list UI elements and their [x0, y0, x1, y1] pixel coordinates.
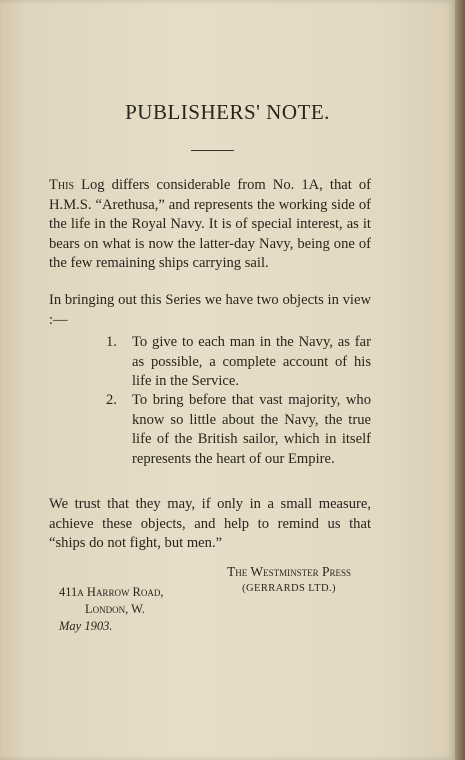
title-divider [191, 150, 234, 151]
page-title: PUBLISHERS' NOTE. [125, 100, 330, 124]
paragraph-3: We trust that they may, if only in a small measure, achieve these objects, and help to remind us that “ships do not fight, but men.” [49, 496, 371, 552]
address-line-2: London, W. [85, 602, 145, 616]
paragraph-2: In bringing out this Series we have two objects in view :— [49, 292, 371, 328]
publisher-block [207, 563, 371, 597]
address-date: May 1903. [59, 619, 113, 633]
publisher-sub: (GERRARDS LTD.) [242, 583, 336, 594]
address-block [59, 584, 219, 635]
list-item-text: To bring before that vast majority, who know so little about the Navy, the true life of the British sailor, which in itself represents the heart of our Empire. [132, 392, 371, 467]
address-line-1: 411a Harrow Road, [59, 585, 164, 599]
list-item-number: 2. [106, 392, 117, 408]
page-edge [455, 0, 465, 760]
paragraph-1-text: Log differs considerable from No. 1A, that of H.M.S. “Arethusa,” and represents the working side of the life in the Royal Navy. It is of special interest, as it bears on what is now the latter-day Navy, being one of the few remaining ships carrying sail. [49, 177, 371, 272]
paragraph-1 [49, 176, 371, 274]
publisher-name: The Westminster Press [226, 564, 351, 579]
paragraph-1-lead: This [49, 177, 75, 193]
list-item-number: 1. [106, 334, 117, 350]
list-item-text: To give to each man in the Navy, as far as possible, a complete account of his life in the Service. [132, 334, 371, 390]
